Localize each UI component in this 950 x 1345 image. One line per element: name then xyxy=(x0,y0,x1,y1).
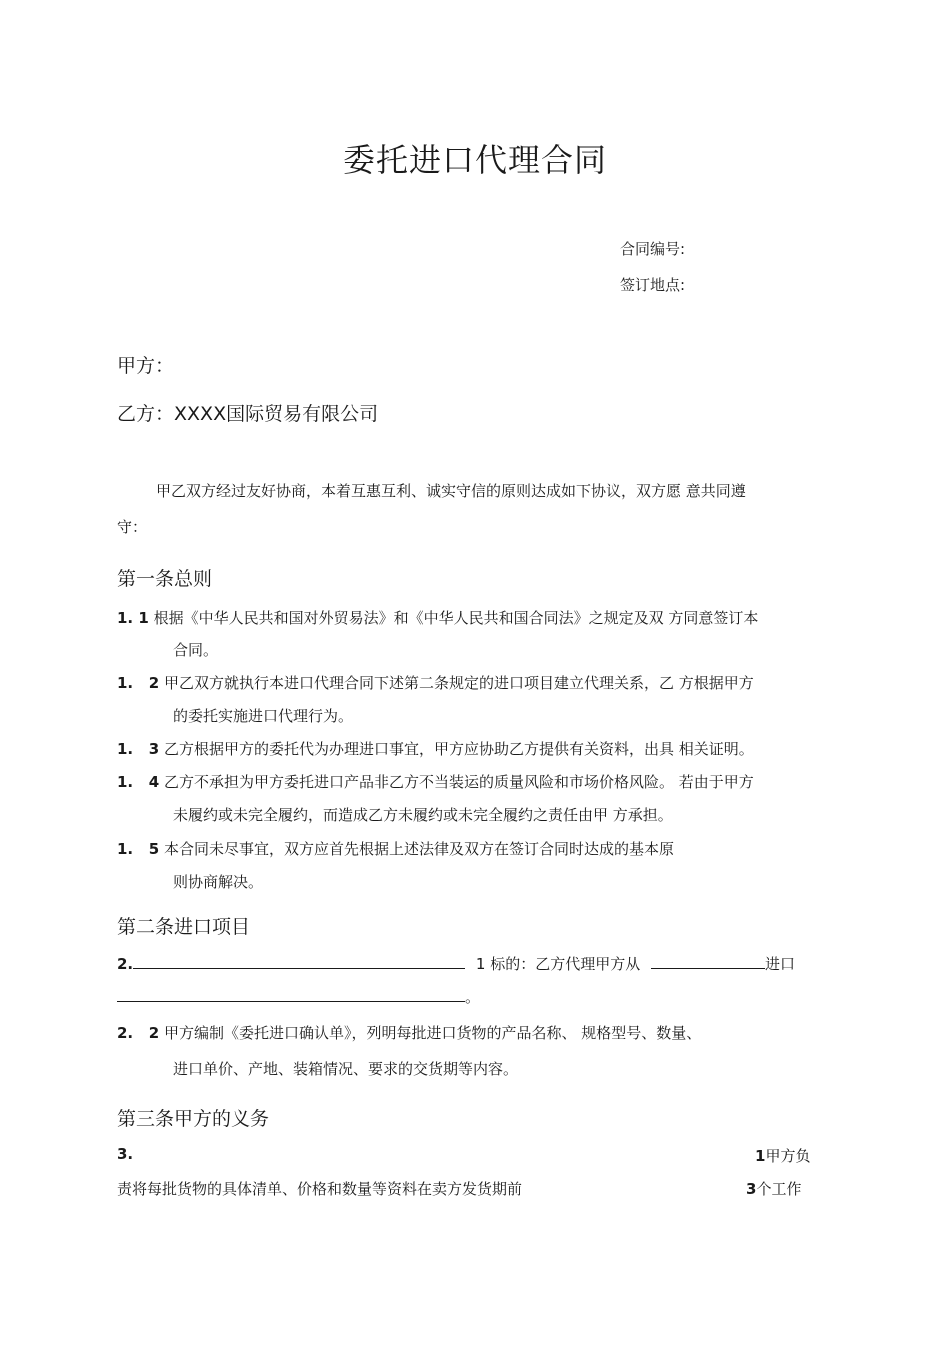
item-text: 个工作 xyxy=(756,1180,802,1198)
intro-line-1: 甲乙双方经过友好协商，本着互惠互利、诚实守信的原则达成如下协议，双方愿 意共同遵 xyxy=(156,482,746,500)
article-2-item-2-continuation: 进口单价、产地、装箱情况、要求的交货期等内容。 xyxy=(173,1060,519,1078)
blank-subject-field[interactable] xyxy=(133,954,465,969)
article-2-item-1-continuation xyxy=(117,986,480,1007)
article-1-item-continuation: 合同。 xyxy=(173,641,219,659)
article-1-item xyxy=(117,771,754,792)
blank-origin-field[interactable] xyxy=(651,954,765,969)
article-1-item-continuation: 则协商解决。 xyxy=(173,873,264,891)
article-3-item-1-line-2-right xyxy=(746,1178,801,1199)
item-number: 1. 4 xyxy=(117,773,160,791)
contract-number-label: 合同编号: xyxy=(620,240,686,258)
party-b-name: XXXX国际贸易有限公司 xyxy=(174,403,379,425)
article-1-item xyxy=(117,607,758,628)
item-number: 1. 2 xyxy=(117,674,160,692)
article-2-heading: 第二条进口项目 xyxy=(117,916,251,938)
article-1-item xyxy=(117,738,754,759)
item-number: 1. 1 xyxy=(117,609,149,627)
article-3-heading: 第三条甲方的义务 xyxy=(117,1108,270,1130)
article-2-item-1 xyxy=(117,953,795,974)
item-text: 乙方不承担为甲方委托进口产品非乙方不当装运的质量风险和市场价格风险。 若由于甲方 xyxy=(164,773,754,791)
item-subnumber: 1 xyxy=(755,1147,766,1165)
article-1-item-continuation: 未履约或未完全履约，而造成乙方未履约或未完全履约之责任由甲 方承担。 xyxy=(173,806,673,824)
item-text: 本合同未尽事宜，双方应首先根据上述法律及双方在签订合同时达成的基本原 xyxy=(164,840,675,858)
article-1-item xyxy=(117,672,754,693)
item-number: 1. 3 xyxy=(117,740,160,758)
article-3-item-1-right xyxy=(755,1145,810,1166)
item-number: 2. 2 xyxy=(117,1024,160,1042)
party-b-label: 乙方： xyxy=(117,403,175,425)
article-1-item xyxy=(117,838,674,859)
item-text: 甲方负 xyxy=(765,1147,811,1165)
party-b xyxy=(117,399,378,426)
article-3-item-1-line-2: 责将每批货物的具体清单、价格和数量等资料在卖方发货期前 xyxy=(117,1180,523,1198)
blank-goods-field[interactable] xyxy=(117,987,465,1002)
document-title: 委托进口代理合同 xyxy=(342,141,607,179)
period: 。 xyxy=(465,988,481,1006)
item-text: 甲方编制《委托进口确认单》，列明每批进口货物的产品名称、 规格型号、数量、 xyxy=(164,1024,702,1042)
item-text: 甲乙双方就执行本进口代理合同下述第二条规定的进口项目建立代理关系，乙 方根据甲方 xyxy=(164,674,754,692)
days-number: 3 xyxy=(746,1180,757,1198)
sign-place-label: 签订地点: xyxy=(620,276,686,294)
article-2-item-2 xyxy=(117,1022,701,1043)
article-1-item-continuation: 的委托实施进口代理行为。 xyxy=(173,707,354,725)
item-number: 2. xyxy=(117,955,134,973)
article-3-item-number: 3. xyxy=(117,1145,134,1163)
item-text: 根据《中华人民共和国对外贸易法》和《中华人民共和国合同法》之规定及双 方同意签订本 xyxy=(153,609,759,627)
item-text: 1 标的：乙方代理甲方从 xyxy=(475,955,641,973)
article-1-heading: 第一条总则 xyxy=(117,568,213,590)
party-a: 甲方： xyxy=(117,355,175,377)
item-number: 1. 5 xyxy=(117,840,160,858)
item-text: 乙方根据甲方的委托代为办理进口事宜，甲方应协助乙方提供有关资料，出具 相关证明。 xyxy=(164,740,754,758)
intro-line-2: 守： xyxy=(117,518,148,536)
item-text-end: 进口 xyxy=(765,955,796,973)
